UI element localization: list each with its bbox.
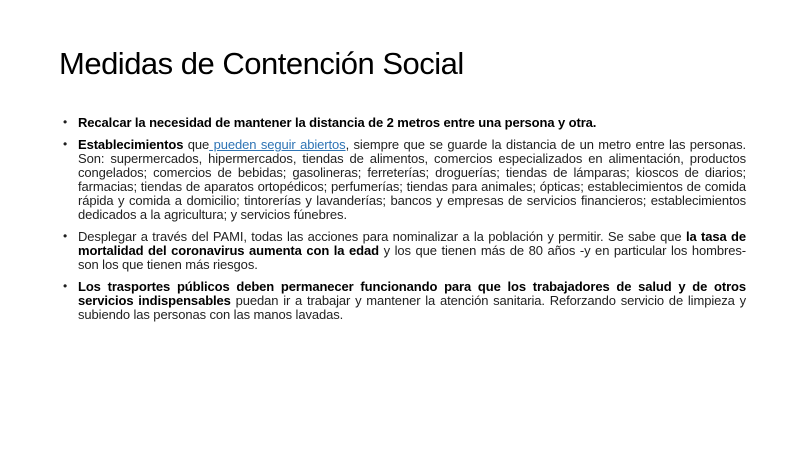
text-segment-bold: la tasa de mortalidad del coronavirus aumenta con la edad — [78, 229, 746, 258]
bullet-item — [62, 280, 746, 322]
text-segment-regular: que — [183, 137, 210, 152]
link-pueden-seguir-abiertos[interactable]: pueden seguir abiertos — [209, 137, 346, 152]
text-segment-bold: Los trasportes públicos deben permanecer funcionando para que los trabajadores de salud y de otros servicios indispensables — [78, 279, 746, 308]
bullet-marker: • — [63, 137, 68, 151]
bullet-text — [78, 229, 746, 272]
bullet-text — [78, 115, 596, 130]
text-segment-regular: puedan ir a trabajar y mantener la atención sanitaria. Reforzando servicio de limpieza y subiendo las personas con las manos lavadas. — [78, 293, 746, 322]
bullet-item — [62, 116, 746, 130]
bullet-marker: • — [63, 279, 68, 293]
bullet-marker: • — [63, 115, 68, 129]
bullet-item — [62, 138, 746, 222]
text-segment-bold: Recalcar la necesidad de mantener la distancia de 2 metros entre una persona y otra. — [78, 115, 597, 130]
text-segment-regular: y los que tienen más de 80 años -y en particular los hombres- son los que tienen más riesgos. — [78, 243, 746, 272]
bullet-marker: • — [63, 229, 68, 243]
bullet-text — [78, 279, 746, 322]
bullet-item — [62, 230, 746, 272]
bullet-list — [62, 116, 746, 330]
text-segment-bold: Establecimientos — [78, 137, 184, 152]
text-segment-regular: Desplegar a través del PAMI, todas las acciones para nominalizar a la población y permitir. Se sabe que — [78, 229, 686, 244]
text-segment-regular: , siempre que se guarde la distancia de un metro entre las personas. Son: supermercados, hipermercados, tiendas de alimentos, comercios especializados en alimentación, productos congelados; comercios de bebidas; gasolineras; ferreterías; droguerías; tiendas de lámparas; kioscos de diarios; farmacias; tiendas de aparatos ortopédicos; perfumerías; tiendas para animales; ópticas; establecimientos de comida rápida y comida a domicilio; tintorerías y lavanderías; bancos y empresas de servicios financieros; establecimientos dedicados a la agricultura; y servicios fúnebres. — [78, 137, 746, 222]
slide-title: Medidas de Contención Social — [59, 46, 464, 81]
bullet-text — [78, 137, 746, 222]
